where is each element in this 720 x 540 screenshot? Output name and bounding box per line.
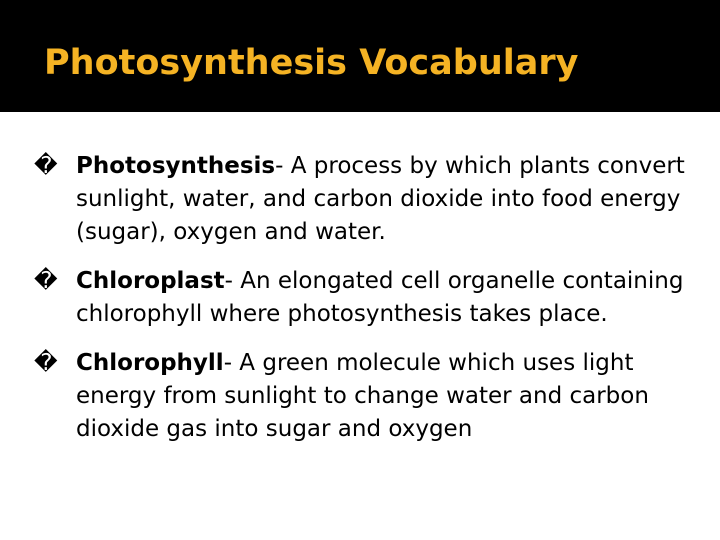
vocab-item-chloroplast xyxy=(34,265,694,331)
vocab-definition: - A process by which plants convert sunlight, water, and carbon dioxide into food energy (sugar), oxygen and water. xyxy=(76,153,685,245)
vocabulary-list xyxy=(34,150,694,462)
vocab-definition: - An elongated cell organelle containing chlorophyll where photosynthesis takes place. xyxy=(76,268,684,327)
bullet-marker-icon: � xyxy=(34,268,58,294)
bullet-marker-icon: � xyxy=(34,350,58,376)
vocab-term: Chlorophyll xyxy=(76,350,224,376)
title-bar xyxy=(0,0,720,112)
vocab-definition: - A green molecule which uses light energy from sunlight to change water and carbon dioxide gas into sugar and oxygen xyxy=(76,350,649,442)
vocab-term: Photosynthesis xyxy=(76,153,276,179)
slide-title: Photosynthesis Vocabulary xyxy=(44,43,579,83)
vocab-item-chlorophyll xyxy=(34,347,694,446)
vocab-item-photosynthesis xyxy=(34,150,694,249)
bullet-marker-icon: � xyxy=(34,153,58,179)
vocab-term: Chloroplast xyxy=(76,268,225,294)
